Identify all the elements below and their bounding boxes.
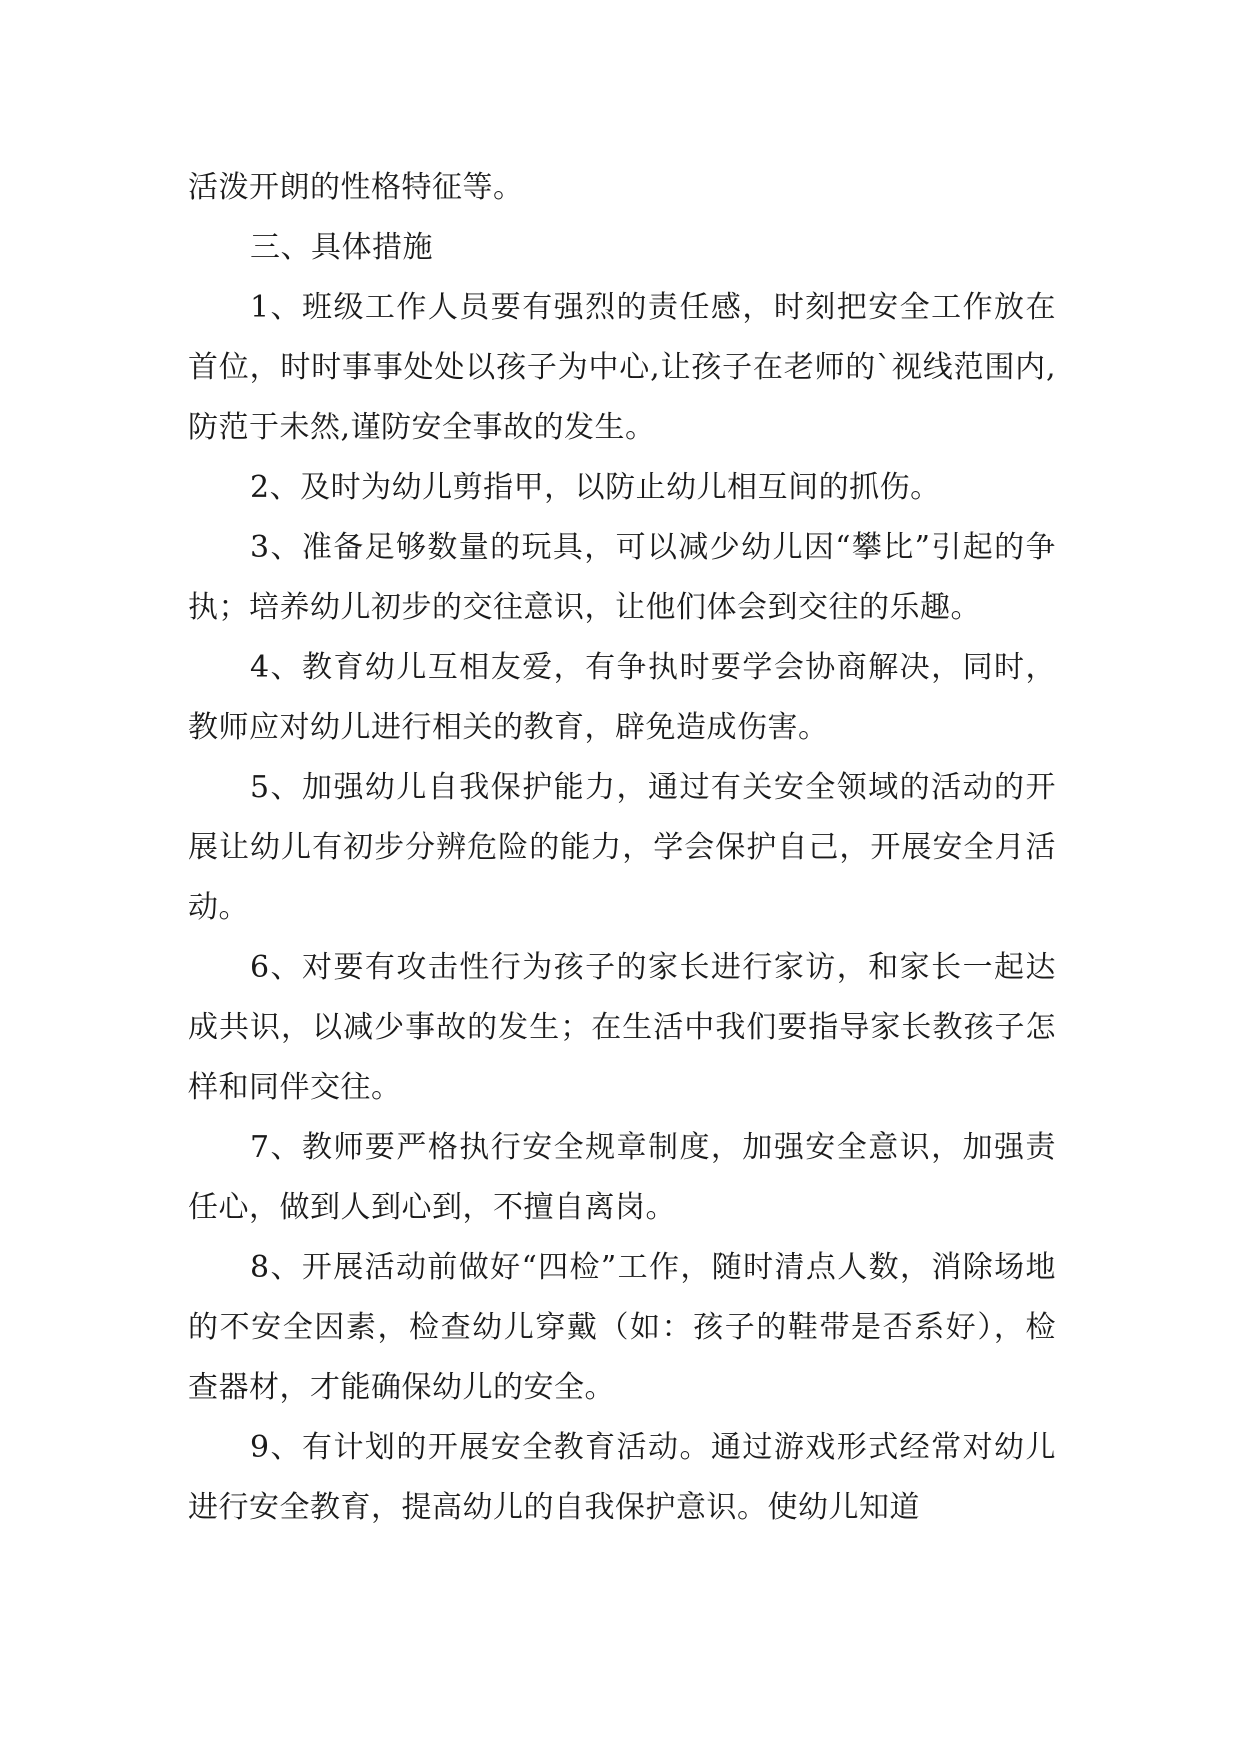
measure-item-3: 3、准备足够数量的玩具，可以减少幼儿因“攀比”引起的争执；培养幼儿初步的交往意识，让他们体会到交往的乐趣。	[188, 530, 1056, 625]
measure-item-6: 6、对要有攻击性行为孩子的家长进行家访，和家长一起达成共识，以减少事故的发生；在生活中我们要指导家长教孩子怎样和同伴交往。	[188, 950, 1056, 1105]
section-heading: 三、具体措施	[250, 230, 433, 265]
paragraph-continuation: 活泼开朗的性格特征等。	[188, 170, 524, 205]
document-body	[188, 158, 1056, 1538]
measure-item-4: 4、教育幼儿互相友爱，有争执时要学会协商解决，同时，教师应对幼儿进行相关的教育，辟免造成伤害。	[188, 650, 1056, 745]
measure-item-8: 8、开展活动前做好“四检”工作，随时清点人数，消除场地的不安全因素，检查幼儿穿戴（如：孩子的鞋带是否系好），检查器材，才能确保幼儿的安全。	[188, 1250, 1056, 1405]
measure-item-7: 7、教师要严格执行安全规章制度，加强安全意识，加强责任心，做到人到心到，不擅自离岗。	[188, 1130, 1056, 1225]
measure-item-5: 5、加强幼儿自我保护能力，通过有关安全领域的活动的开展让幼儿有初步分辨危险的能力，学会保护自己，开展安全月活动。	[188, 770, 1056, 925]
measure-item-1: 1、班级工作人员要有强烈的责任感，时刻把安全工作放在首位，时时事事处处以孩子为中心,让孩子在老师的`视线范围内,防范于未然,谨防安全事故的发生。	[188, 290, 1056, 445]
measure-item-2: 2、及时为幼儿剪指甲，以防止幼儿相互间的抓伤。	[250, 470, 941, 505]
measure-item-9: 9、有计划的开展安全教育活动。通过游戏形式经常对幼儿进行安全教育，提高幼儿的自我保护意识。使幼儿知道	[188, 1430, 1056, 1525]
